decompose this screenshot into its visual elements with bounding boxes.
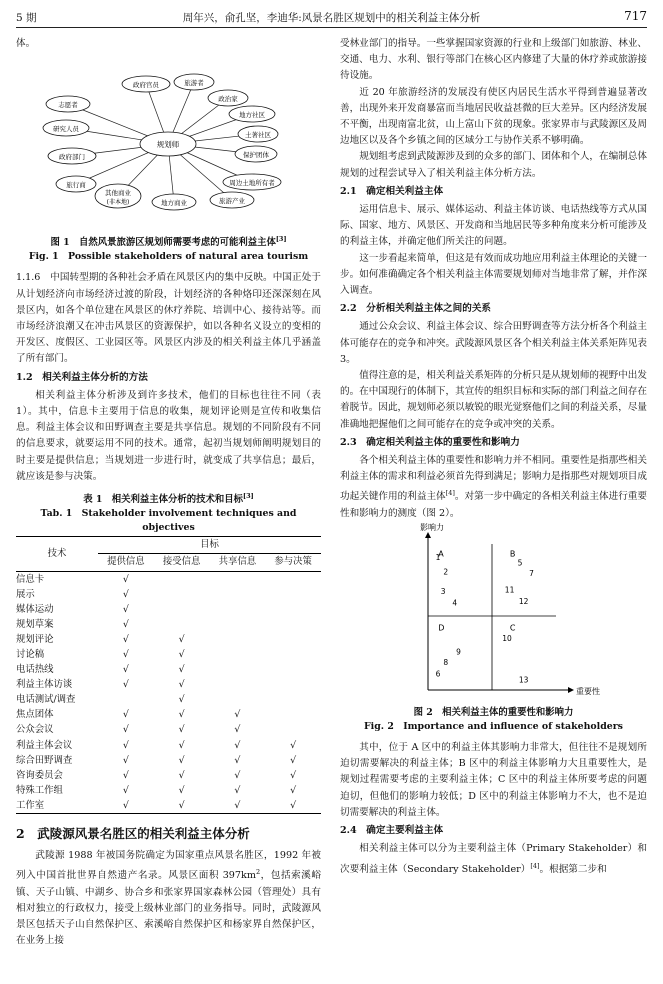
section-heading-2-2: 2.2 分析相关利益主体之间的关系 bbox=[340, 303, 492, 315]
check-cell: √ bbox=[122, 588, 129, 600]
col-header-goal-3: 参与决策 bbox=[265, 554, 321, 571]
diagram-node-label: 政府官员 bbox=[133, 81, 159, 90]
paragraph bbox=[340, 841, 647, 878]
x-axis-arrow bbox=[568, 687, 574, 693]
technique-name: 电话热线 bbox=[16, 664, 54, 676]
issue-number: 5 期 bbox=[16, 12, 37, 24]
figure-1-ref: [3] bbox=[275, 235, 287, 244]
check-cell: √ bbox=[234, 724, 241, 736]
diagram-node-sublabel: (非本地) bbox=[106, 199, 130, 207]
figure-1-caption bbox=[16, 232, 321, 264]
check-cell: √ bbox=[122, 649, 129, 661]
text-run: 。根据第二步和 bbox=[539, 863, 607, 875]
check-cell: √ bbox=[122, 784, 129, 796]
check-cell: √ bbox=[122, 769, 129, 781]
table-row bbox=[16, 783, 321, 798]
check-cell bbox=[154, 617, 210, 632]
table-1-title-en: Tab. 1 Stakeholder involvement techniques and objectives bbox=[40, 508, 297, 534]
superscript: 2 bbox=[255, 868, 261, 877]
check-cell: √ bbox=[178, 724, 185, 736]
check-cell bbox=[154, 602, 210, 617]
check-cell bbox=[210, 662, 266, 677]
stakeholder-point-label: 11 bbox=[504, 585, 515, 595]
table-1-caption bbox=[16, 489, 321, 535]
check-cell: √ bbox=[234, 769, 241, 781]
technique-name: 咨询委员会 bbox=[16, 769, 63, 781]
check-cell bbox=[265, 587, 321, 602]
table-1-title-cn: 表 1 相关利益主体分析的技术和目标 bbox=[83, 494, 244, 506]
check-cell: √ bbox=[234, 784, 241, 796]
table-row bbox=[16, 602, 321, 617]
text-run: 各个相关利益主体的重要性和影响力并不相同。重要性是指那些相关利益主体的需求和利益必须首先得到满足；影响力是指那些对规划项目成功起关键作用的利益主体 bbox=[340, 455, 647, 503]
table-row bbox=[16, 647, 321, 662]
check-cell: √ bbox=[178, 739, 185, 751]
check-cell bbox=[265, 602, 321, 617]
table-row bbox=[16, 722, 321, 737]
technique-name: 展示 bbox=[16, 588, 35, 600]
check-cell: √ bbox=[122, 754, 129, 766]
page-number: 717 bbox=[624, 9, 647, 23]
paragraph: 值得注意的是，相关利益关系矩阵的分析只是从规划师的视野中出发的。在中国现行的体制下，其宣传的组织目标和实际的部门利益之间存在着脱节。因此，规划师必须以敏锐的眼光觉察他们之间的利益关系，尽量准确地把握他们之间可能存在的竞争或冲突的关系。 bbox=[340, 370, 647, 430]
check-cell bbox=[265, 722, 321, 737]
paragraph: 运用信息卡、展示、媒体运动、利益主体访谈、电话热线等方式从国际、国家、地方、风景区、开发商和当地居民等多种角度来分析可能涉及的利益主体，并确定他们所关注的问题。 bbox=[340, 204, 647, 248]
check-cell: √ bbox=[178, 784, 185, 796]
check-cell: √ bbox=[122, 618, 129, 630]
check-cell bbox=[210, 692, 266, 707]
technique-name: 媒体运动 bbox=[16, 603, 54, 615]
technique-name: 焦点团体 bbox=[16, 709, 54, 721]
text-run: 相关利益主体可以分为主要利益主体（Primary Stakeholder）和次要利益主体（Secondary Stakeholder） bbox=[340, 843, 647, 875]
check-cell bbox=[265, 707, 321, 722]
col-header-technique: 技术 bbox=[16, 537, 98, 571]
table-row bbox=[16, 738, 321, 753]
right-column bbox=[340, 36, 647, 878]
check-cell bbox=[98, 692, 154, 707]
check-cell: √ bbox=[210, 798, 266, 814]
check-cell: √ bbox=[290, 769, 297, 781]
figure-1-caption-cn: 图 1 自然风景旅游区规划师需要考虑的可能利益主体 bbox=[50, 237, 276, 249]
stakeholder-diagram-svg bbox=[16, 52, 321, 228]
col-header-goal-1: 接受信息 bbox=[154, 554, 210, 571]
figure-1-stakeholder-diagram bbox=[16, 52, 321, 228]
check-cell bbox=[265, 632, 321, 647]
section-heading-1-2: 1.2 相关利益主体分析的方法 bbox=[16, 371, 148, 383]
check-cell: √ bbox=[178, 664, 185, 676]
check-cell: √ bbox=[122, 573, 129, 585]
technique-name: 利益主体会议 bbox=[16, 739, 73, 751]
paragraph bbox=[340, 453, 647, 522]
diagram-node-label: 地方商业 bbox=[161, 199, 187, 208]
check-cell bbox=[210, 632, 266, 647]
col-header-goal: 目标 bbox=[98, 537, 321, 554]
check-cell: √ bbox=[122, 603, 129, 615]
text-run: 。对第一步中确定的各相关利益主体进行重要性和影响力的测度（图 2）。 bbox=[340, 491, 648, 519]
importance-influence-chart bbox=[340, 522, 647, 702]
check-cell: √ bbox=[122, 739, 129, 751]
check-cell bbox=[265, 617, 321, 632]
figure-2-caption bbox=[340, 706, 647, 734]
text-run: ，包括索溪峪镇、天子山镇、中湖乡、协合乡和张家界国家森林公园（管理处）具有相对独立的行政权力，接受上级林业部门的业务指导。同时，武陵源风景区包括天子山自然保护区、索溪峪自然保护区和杨家界自然保护区，在业务上接 bbox=[16, 870, 322, 947]
diagram-node-label: 政治家 bbox=[218, 95, 238, 104]
check-cell: √ bbox=[178, 769, 185, 781]
check-cell: √ bbox=[122, 709, 129, 721]
section-heading-2-1: 2.1 确定相关利益主体 bbox=[340, 185, 444, 197]
table-1 bbox=[16, 536, 321, 814]
table-row bbox=[16, 768, 321, 783]
stakeholder-point-label: 3 bbox=[440, 586, 446, 596]
paragraph: 相关利益主体分析涉及到许多技术，他们的目标也往往不同（表 1）。其中，信息卡主要用于信息的收集，规划评论则是宣传和收集信息。利益主体会议和田野调查主要是共享信息。规划的不同阶段有不同的信息要求，就要运用不同的技术。通常，起初当规划师阐明规划目的时主要是提供信息；当规划进一步进行时，就变成了共享信息；最后，就应该是参与决策。 bbox=[16, 389, 321, 482]
check-cell: √ bbox=[290, 784, 297, 796]
stakeholder-point-label: 12 bbox=[518, 597, 529, 607]
quadrant-label-C: C bbox=[509, 623, 516, 633]
diagram-node-label: 保护团体 bbox=[243, 151, 269, 160]
y-axis-arrow bbox=[425, 532, 431, 538]
table-1-ref: [3] bbox=[243, 491, 254, 500]
check-cell: √ bbox=[178, 679, 185, 691]
check-cell bbox=[265, 571, 321, 587]
section-heading-2: 2 武陵源风景名胜区的相关利益主体分析 bbox=[16, 826, 250, 841]
technique-name: 电话测试/调查 bbox=[16, 694, 76, 706]
stakeholder-point-label: 2 bbox=[443, 567, 449, 577]
table-row bbox=[16, 677, 321, 692]
paragraph: 这一步看起来简单，但这是有效而成功地应用利益主体理论的关键一步。如何准确确定各个相关利益主体需要规划师对当地非常了解，并作深入调查。 bbox=[340, 252, 647, 297]
stakeholder-point-label: 13 bbox=[518, 675, 529, 685]
table-row bbox=[16, 587, 321, 602]
col-header-goal-2: 共享信息 bbox=[210, 554, 266, 571]
check-cell bbox=[265, 647, 321, 662]
technique-name: 信息卡 bbox=[16, 573, 45, 585]
check-cell bbox=[210, 602, 266, 617]
stakeholder-point-label: 1 bbox=[435, 552, 441, 562]
stakeholder-point-label: 7 bbox=[529, 569, 534, 579]
technique-name: 综合田野调查 bbox=[16, 754, 73, 766]
stakeholder-point-label: 10 bbox=[502, 634, 512, 644]
check-cell bbox=[154, 587, 210, 602]
technique-name: 工作室 bbox=[16, 798, 98, 814]
paragraph: 体。 bbox=[16, 38, 36, 49]
check-cell bbox=[265, 692, 321, 707]
technique-name: 利益主体访谈 bbox=[16, 679, 73, 691]
technique-name: 规划草案 bbox=[16, 618, 54, 630]
check-cell: √ bbox=[290, 754, 297, 766]
check-cell: √ bbox=[122, 724, 129, 736]
stakeholder-point-label: 6 bbox=[435, 669, 441, 679]
technique-name: 讨论稿 bbox=[16, 649, 45, 661]
check-cell: √ bbox=[122, 664, 129, 676]
check-cell: √ bbox=[234, 709, 241, 721]
quadrant-label-D: D bbox=[438, 623, 445, 633]
check-cell: √ bbox=[178, 709, 185, 721]
check-cell bbox=[154, 571, 210, 587]
figure-2-importance-influence bbox=[340, 522, 647, 702]
check-cell bbox=[210, 677, 266, 692]
check-cell: √ bbox=[178, 633, 185, 645]
table-row bbox=[16, 707, 321, 722]
stakeholder-point-label: 9 bbox=[456, 647, 461, 657]
table-row bbox=[16, 571, 321, 587]
x-axis-label: 重要性 bbox=[576, 687, 600, 697]
check-cell: √ bbox=[122, 679, 129, 691]
check-cell: √ bbox=[234, 754, 241, 766]
section-heading-2-3: 2.3 确定相关利益主体的重要性和影响力 bbox=[340, 436, 520, 448]
check-cell: √ bbox=[178, 754, 185, 766]
check-cell: √ bbox=[290, 739, 297, 751]
table-row bbox=[16, 617, 321, 632]
diagram-node-label: 地方社区 bbox=[239, 111, 265, 120]
table-row bbox=[16, 632, 321, 647]
paragraph: 其中，位于 A 区中的利益主体其影响力非常大，但往往不是规划所迫切需要解决的利益主体；B 区中的利益主体影响力大且重要性大，是规划过程需要考虑的主要利益主体；C 区中的利益主体所要考虑的问题迫切，但他们的影响力较低；D 区中的利益主体影响力不大，也不是迫切需要解决的利益主体。 bbox=[340, 742, 647, 818]
check-cell bbox=[210, 617, 266, 632]
diagram-node-label: 政府部门 bbox=[59, 153, 85, 162]
check-cell: √ bbox=[178, 694, 185, 706]
figure-2-caption-en: Fig. 2 Importance and influence of stakeholders bbox=[364, 721, 623, 733]
y-axis-label: 影响力 bbox=[420, 523, 444, 533]
table-row bbox=[16, 662, 321, 677]
diagram-node-label: 旅游产业 bbox=[219, 197, 245, 206]
check-cell: √ bbox=[98, 798, 154, 814]
reference: [4] bbox=[530, 861, 540, 870]
left-column bbox=[16, 36, 321, 950]
running-header bbox=[16, 6, 647, 28]
diagram-node-label: 其他商业 bbox=[105, 189, 131, 198]
technique-name: 规划评论 bbox=[16, 633, 54, 645]
section-heading-2-4: 2.4 确定主要利益主体 bbox=[340, 825, 444, 837]
reference: [4] bbox=[445, 489, 455, 498]
check-cell: √ bbox=[154, 798, 210, 814]
col-header-goal-0: 提供信息 bbox=[98, 554, 154, 571]
technique-name: 公众会议 bbox=[16, 724, 54, 736]
text-run: 武陵源 1988 年被国务院确定为国家重点风景名胜区，1992 年被列入中国首批世界自然遗产名录。风景区面积 397km bbox=[16, 850, 321, 882]
diagram-node-label: 志愿者 bbox=[58, 101, 78, 110]
check-cell bbox=[210, 571, 266, 587]
table-row bbox=[16, 753, 321, 768]
diagram-node-label: 旅游者 bbox=[184, 79, 204, 88]
stakeholder-point-label: 8 bbox=[443, 657, 449, 667]
paragraph: 1.1.6 中国转型期的各种社会矛盾在风景区内的集中反映。中国正处于从计划经济向市场经济过渡的阶段，计划经济的各种烙印还深深刻在风景区内，如各个单位建在风景区的休疗养院、培训中心、接待站等。而市场经济浪潮又在冲击风景区的资源保护，如以各种名义设立的变相的开发区、度假区、工业园区等。风景区内涉及的相关利益主体几乎涵盖了所有部门。 bbox=[16, 272, 321, 365]
check-cell: √ bbox=[178, 649, 185, 661]
diagram-node-label: 研究人员 bbox=[53, 125, 79, 134]
diagram-node-label: 土著社区 bbox=[245, 131, 271, 140]
figure-2-caption-cn: 图 2 相关利益主体的重要性和影响力 bbox=[413, 707, 574, 719]
check-cell: √ bbox=[265, 798, 321, 814]
check-cell bbox=[210, 647, 266, 662]
paragraph bbox=[16, 848, 321, 949]
check-cell: √ bbox=[234, 739, 241, 751]
paragraph: 受林业部门的指导。一些掌握国家资源的行业和上级部门如旅游、林业、交通、电力、水利、银行等部门在核心区内修建了大量的休疗养或旅游接待设施。 bbox=[340, 38, 647, 82]
quadrant-label-B: B bbox=[509, 549, 516, 559]
paragraph: 通过公众会议、利益主体会议、综合田野调查等方法分析各个利益主体可能存在的竞争和冲突。武陵源风景区各个相关利益主体关系矩阵见表 3。 bbox=[340, 321, 647, 365]
technique-name: 特殊工作组 bbox=[16, 784, 63, 796]
stakeholder-point-label: 4 bbox=[452, 598, 458, 608]
diagram-node-label: 周边土地所有者 bbox=[229, 179, 275, 188]
diagram-node-label: 规划师 bbox=[156, 140, 180, 150]
running-title: 周年兴，俞孔坚，李迪华:风景名胜区规划中的相关利益主体分析 bbox=[182, 12, 481, 24]
paragraph: 规划组考虑到武陵源涉及到的众多的部门、团体和个人，在编制总体规划的过程尝试导入了相关利益主体分析方法。 bbox=[340, 151, 647, 179]
check-cell bbox=[265, 677, 321, 692]
check-cell bbox=[210, 587, 266, 602]
figure-1-caption-en: Fig. 1 Possible stakeholders of natural area tourism bbox=[28, 251, 309, 263]
paragraph: 近 20 年旅游经济的发展没有使区内居民生活水平得到普遍显著改善，出现外来开发商暴富而当地居民收益甚微的巨大差异。区内经济发展不平衡，出现南富北贫，山上富山下贫的现象。张家界市与武陵源区及周边地区以及各个乡镇之间的区域分工与协作关系不够明确。 bbox=[340, 86, 647, 147]
check-cell bbox=[265, 662, 321, 677]
stakeholder-point-label: 5 bbox=[517, 558, 523, 568]
table-row bbox=[16, 692, 321, 707]
header-rule bbox=[16, 27, 647, 28]
diagram-node-label: 旅行商 bbox=[66, 181, 86, 190]
check-cell: √ bbox=[122, 633, 129, 645]
quadrant-label-A: A bbox=[438, 549, 444, 559]
table-row bbox=[16, 798, 321, 814]
